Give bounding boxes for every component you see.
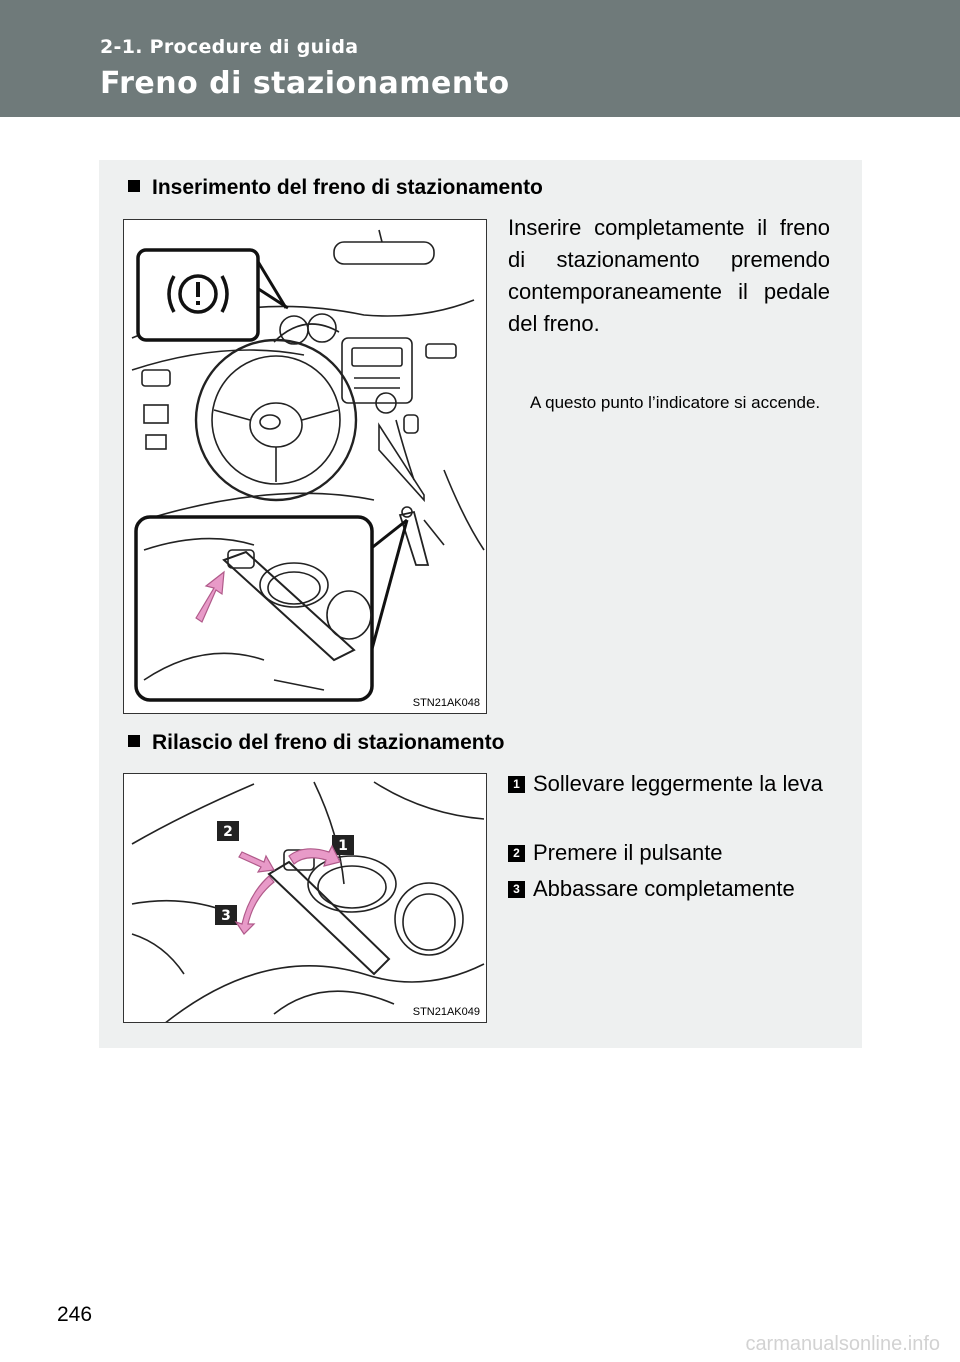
engage-heading-text: Inserimento del freno di stazionamento <box>152 176 543 199</box>
step-number-badge: 1 <box>508 776 525 793</box>
bullet-square-icon <box>128 180 140 192</box>
engage-heading <box>128 176 543 200</box>
step-number-badge: 3 <box>508 881 525 898</box>
engage-body: Inserire completamente il freno di stazionamento premendo contemporaneamente il pedale del freno. <box>508 215 830 336</box>
step-text: Sollevare leggermente la leva <box>533 771 823 796</box>
step-3 <box>508 873 830 905</box>
section-label: 2-1. Procedure di guida <box>100 36 359 58</box>
figure-code: STN21AK048 <box>412 697 480 709</box>
step-text: Abbassare completamente <box>533 876 795 901</box>
figure-release <box>123 773 487 1023</box>
lever-callout <box>136 517 407 700</box>
step-text: Premere il pulsante <box>533 840 723 865</box>
step-2 <box>508 837 830 869</box>
engage-note: A questo punto l’indicatore si accende. <box>530 393 821 412</box>
svg-text:2: 2 <box>223 824 233 840</box>
watermark[interactable]: carmanualsonline.info <box>745 1333 940 1355</box>
figure-code: STN21AK049 <box>412 1006 480 1018</box>
lever-release-illustration <box>124 774 487 1023</box>
page-header <box>0 0 960 117</box>
dashboard-illustration <box>124 220 487 714</box>
step-1 <box>508 768 830 800</box>
figure-engage <box>123 219 487 714</box>
svg-text:1: 1 <box>338 838 348 854</box>
step-number-badge: 2 <box>508 845 525 862</box>
page-title: Freno di stazionamento <box>100 66 510 101</box>
brake-warning-callout <box>138 250 288 340</box>
release-heading-text: Rilascio del freno di stazionamento <box>152 731 505 754</box>
bullet-square-icon <box>128 735 140 747</box>
lower-arrow-icon <box>236 876 274 934</box>
svg-text:3: 3 <box>221 908 231 924</box>
release-heading <box>128 731 504 755</box>
press-arrow-icon <box>239 852 274 872</box>
page-number: 246 <box>57 1303 93 1326</box>
